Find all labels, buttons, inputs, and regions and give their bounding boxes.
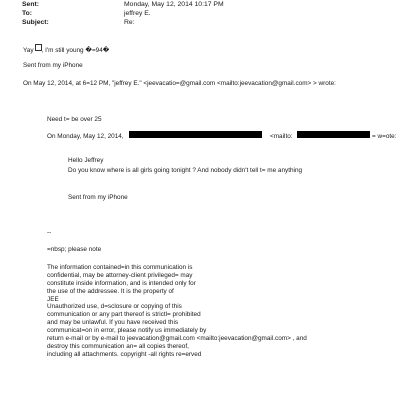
- disclaimer-line: JEE: [47, 295, 59, 303]
- disclaimer-line: confidential, may be attorney-client privileged= may: [47, 271, 193, 279]
- quote-header-2-mid: <mailto:: [270, 133, 293, 140]
- disclaimer-block: [47, 264, 307, 359]
- sent-value: Monday, May 12, 2014 10:17 PM: [124, 1, 224, 8]
- reply-prefix: Yay: [23, 47, 34, 54]
- reply-line: [23, 44, 109, 55]
- subject-value: Re:: [124, 19, 135, 26]
- greeting: Hello Jeffrey: [68, 157, 104, 164]
- disclaimer-line: including all attachments. copyright -all rights re=erved: [47, 350, 202, 358]
- disclaimer-line: and may be unlawful. If you have received this: [47, 319, 179, 327]
- sent-from-iphone-2: Sent from my iPhone: [68, 194, 128, 201]
- redaction-bar-1: [129, 131, 262, 138]
- nbsp-note: =nbsp; please note: [47, 246, 102, 253]
- disclaimer-line: return e-mail or by e-mail to jeevacation@gmail.com <mailto:jeevacation@gmail.com> , and: [47, 335, 307, 343]
- quote-header-1: On May 12, 2014, at 6=12 PM, "jeffrey E." <jeevacatio=@gmail.com <mailto:jeevacation@gmail.com> > wrote:: [23, 80, 336, 87]
- need-line: Need t= be over 25: [47, 116, 102, 123]
- signature-dashes: --: [47, 229, 52, 236]
- disclaimer-line: destroy this communication an= all copies thereof,: [47, 342, 189, 350]
- disclaimer-line: The information contained=in this communication is: [47, 264, 193, 271]
- disclaimer-line: communication or any part thereof is strictl= prohibited: [47, 311, 201, 319]
- to-value: jeffrey E.: [124, 10, 151, 17]
- to-label: To:: [22, 10, 33, 17]
- quote-header-2-suffix: = w=ote:: [372, 133, 397, 140]
- emoji-placeholder-icon: [35, 44, 42, 51]
- disclaimer-line: the use of the addressee. It is the property of: [47, 287, 174, 295]
- redaction-bar-2: [297, 131, 370, 138]
- sent-from-iphone-1: Sent from my iPhone: [23, 62, 83, 69]
- quote-header-2-prefix: On Monday, May 12, 2014,: [47, 133, 124, 140]
- question-line: Do you know where is all girls going tonight ? And nobody didn't tell t= me anything: [68, 167, 303, 174]
- sent-label: Sent:: [22, 1, 39, 8]
- reply-suffix: , I'm still young �=94�: [41, 47, 110, 54]
- disclaimer-line: constitute inside information, and is intended only for: [47, 279, 196, 287]
- disclaimer-line: communicat=on in error, please notify us immediately by: [47, 327, 207, 335]
- subject-label: Subject:: [22, 19, 49, 26]
- disclaimer-line: Unauthorized use, d=sclosure or copying of this: [47, 303, 182, 311]
